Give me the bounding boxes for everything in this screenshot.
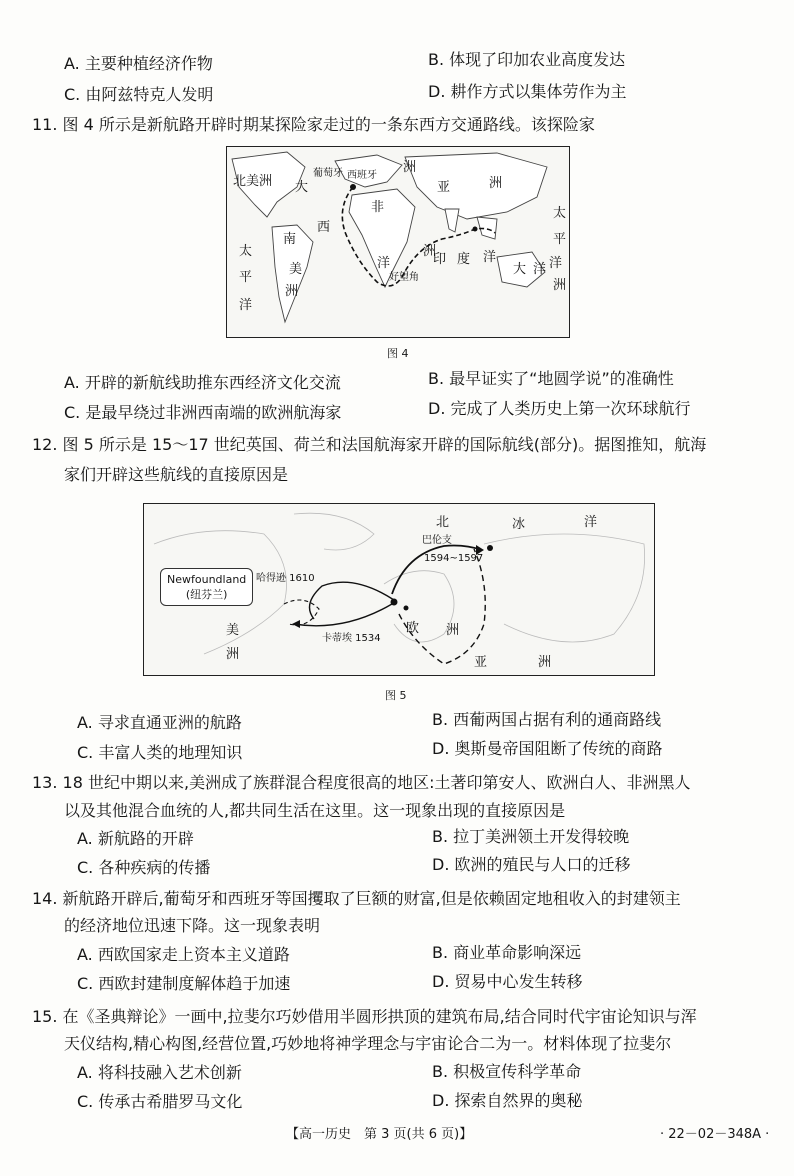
q13-stem-line-1: 13. 18 世纪中期以来,美洲成了族群混合程度很高的地区:土著印第安人、欧洲白人、非洲黑人 (32, 773, 691, 792)
england-marker (391, 599, 398, 606)
lisbon-marker (350, 184, 356, 190)
page-footer-code: · 22－02－348A · (660, 1127, 770, 1142)
label-africa-zhou: 洲 (423, 244, 437, 259)
label-north-america: 北美洲 (233, 174, 273, 189)
greenland-coast (294, 513, 374, 550)
q14-option-d: D. 贸易中心发生转移 (432, 972, 583, 991)
label-north: 北 (436, 515, 450, 530)
q12-option-d: D. 奥斯曼帝国阻断了传统的商路 (432, 739, 663, 758)
label-asia-zhou-1: 洲 (403, 160, 417, 175)
q15-stem-line-2: 天仪结构,精心构图,经营位置,巧妙地将神学理念与宇宙论合二为一。材料体现了拉斐尔 (64, 1034, 672, 1053)
cape-route (399, 549, 485, 664)
q13-option-d: D. 欧洲的殖民与人口的迁移 (432, 855, 631, 874)
asia-coast (484, 534, 645, 642)
label-pacific-w-tai: 太 (239, 244, 253, 259)
cartier-route (294, 604, 392, 626)
label-spain: 西班牙 (347, 170, 377, 181)
figure-5-map (143, 503, 655, 676)
figure-4-map (226, 146, 570, 338)
q15-option-c: C. 传承古希腊罗马文化 (77, 1092, 243, 1111)
q10-option-a: A. 主要种植经济作物 (64, 54, 213, 73)
q12-stem-line-2: 家们开辟这些航线的直接原因是 (64, 465, 289, 484)
label-south-america-mei: 美 (289, 262, 303, 277)
q15-option-b: B. 积极宣传科学革命 (432, 1062, 582, 1081)
label-pacific-e-yang: 洋 (549, 256, 563, 271)
label-atlantic-xi: 西 (317, 220, 331, 235)
newfoundland-chinese: (纽芬兰) (185, 588, 228, 601)
q14-option-a: A. 西欧国家走上资本主义道路 (77, 945, 290, 964)
q10-option-b: B. 体现了印加农业高度发达 (428, 50, 626, 69)
figure-5-caption: 图 5 (385, 689, 407, 702)
label-cape: 好望角 (389, 272, 419, 283)
q14-stem-line-2: 的经济地位迅速下降。这一现象表明 (64, 916, 321, 935)
q15-stem-line-1: 15. 在《圣典辩论》一画中,拉斐尔巧妙借用半圆形拱顶的建筑布局,结合同时代宇宙论知识与浑 (32, 1007, 697, 1026)
q10-option-c: C. 由阿兹特克人发明 (64, 85, 214, 104)
cartier-arrow (292, 620, 300, 628)
label-pacific-e-tai: 太 (553, 206, 567, 221)
q11-option-d: D. 完成了人类历史上第一次环球航行 (428, 399, 691, 418)
figure-4-world-map (227, 147, 569, 337)
q14-stem-line-1: 14. 新航路开辟后,葡萄牙和西班牙等国攫取了巨额的财富,但是依赖固定地租收入的封建领主 (32, 889, 681, 908)
label-asia-zhou-2: 洲 (489, 176, 503, 191)
q10-option-d: D. 耕作方式以集体劳作为主 (428, 82, 627, 101)
label-europe-da: 大 (295, 180, 309, 195)
q11-option-c: C. 是最早绕过非洲西南端的欧洲航海家 (64, 403, 342, 422)
q15-option-a: A. 将科技融入艺术创新 (77, 1063, 242, 1082)
calicut-marker (473, 227, 478, 232)
india-land (445, 209, 459, 232)
label-america-zhou: 洲 (226, 647, 240, 662)
label-oceania-zhou: 洲 (553, 278, 567, 293)
q11-stem: 11. 图 4 所示是新航路开辟时期某探险家走过的一条东西方交通路线。该探险家 (32, 115, 595, 134)
q15-option-d: D. 探索自然界的奥秘 (432, 1091, 583, 1110)
label-portugal: 葡萄牙 (313, 168, 343, 179)
label-south-america-nan: 南 (283, 232, 297, 247)
label-europe-zhou: 洲 (446, 623, 460, 638)
q13-stem-line-2: 以及其他混合血统的人,都共同生活在这里。这一现象出现的直接原因是 (64, 801, 566, 820)
q12-option-c: C. 丰富人类的地理知识 (77, 743, 243, 762)
q12-option-b: B. 西葡两国占据有利的通商路线 (432, 710, 662, 729)
label-africa-fei: 非 (371, 200, 385, 215)
label-hudson: 哈得逊 1610 (256, 573, 315, 584)
label-south-america-zhou: 洲 (285, 284, 299, 299)
label-indian-du: 度 (457, 252, 471, 267)
page-footer-title: 【高一历史 第 3 页(共 6 页)】 (286, 1127, 473, 1142)
hudson-route (310, 582, 395, 619)
label-pacific-e-ping: 平 (553, 232, 567, 247)
q13-option-c: C. 各种疾病的传播 (77, 858, 211, 877)
label-atlantic-yang: 洋 (377, 256, 391, 271)
q11-option-a: A. 开辟的新航线助推东西经济文化交流 (64, 373, 341, 392)
q13-option-b: B. 拉丁美洲领土开发得较晚 (432, 827, 630, 846)
label-barents-years: 1594~1597 (424, 553, 484, 564)
q11-option-b: B. 最早证实了“地圆学说”的准确性 (428, 369, 674, 388)
novaya-zemlya-marker (487, 545, 493, 551)
q12-stem-line-1: 12. 图 5 所示是 15～17 世纪英国、荷兰和法国航海家开辟的国际航线(部分)。据图推知，航海 (32, 435, 707, 454)
label-indian-yin: 印 (433, 252, 447, 267)
label-asia-ya: 亚 (437, 180, 451, 195)
netherlands-marker (404, 606, 409, 611)
q14-option-b: B. 商业革命影响深远 (432, 943, 582, 962)
asia-land (405, 153, 547, 219)
q14-option-c: C. 西欧封建制度解体趋于加速 (77, 974, 291, 993)
label-pacific-w-ping: 平 (239, 270, 253, 285)
label-asia-zhou: 洲 (538, 655, 552, 670)
label-cartier: 卡蒂埃 1534 (322, 633, 381, 644)
q13-option-a: A. 新航路的开辟 (77, 829, 194, 848)
label-ice: 冰 (512, 517, 526, 532)
q12-option-a: A. 寻求直通亚洲的航路 (77, 713, 242, 732)
figure-4-caption: 图 4 (387, 347, 409, 360)
label-asia-ya: 亚 (474, 655, 488, 670)
newfoundland-label-box (160, 568, 253, 606)
label-america-mei: 美 (226, 623, 240, 638)
label-barents: 巴伦支 (422, 535, 452, 546)
newfoundland-dashed-route (284, 600, 319, 625)
newfoundland-english: Newfoundland (167, 573, 247, 586)
label-pacific-w-yang: 洋 (239, 298, 253, 313)
label-oceania-da: 大 (513, 262, 527, 277)
label-ocean: 洋 (584, 515, 598, 530)
label-oceania-yang: 洋 (533, 262, 547, 277)
label-indian-yang: 洋 (483, 250, 497, 265)
label-europe-ou: 欧 (406, 621, 420, 636)
